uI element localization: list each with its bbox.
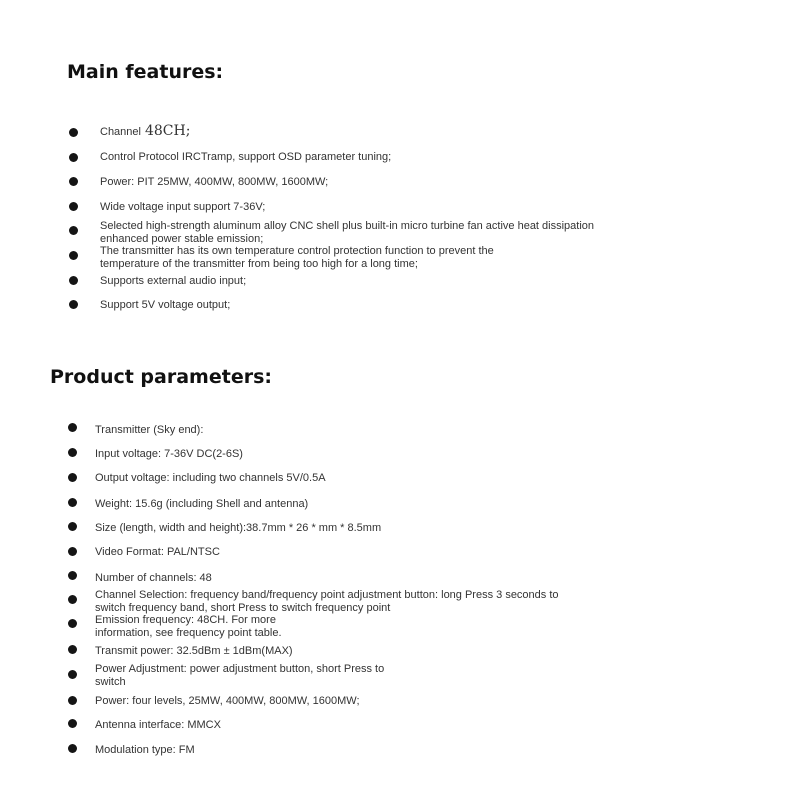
- bullet-icon: [68, 473, 77, 482]
- list-item-text: Control Protocol IRCTramp, support OSD parameter tuning;: [100, 151, 392, 163]
- bullet-icon: [69, 300, 78, 309]
- list-item-text: Modulation type: FM: [95, 744, 195, 756]
- list-item-text: Transmit power: 32.5dBm ± 1dBm(MAX): [95, 645, 293, 657]
- list-item-text: The transmitter has its own temperature control protection function to prevent the temperature of the transmitter from being too high for a long time;: [100, 245, 494, 270]
- bullet-icon: [68, 645, 77, 654]
- list-item-text: Number of channels: 48: [95, 572, 212, 584]
- bullet-icon: [69, 276, 78, 285]
- bullet-icon: [68, 696, 77, 705]
- bullet-icon: [69, 226, 78, 235]
- bullet-icon: [68, 498, 77, 507]
- bullet-icon: [69, 153, 78, 162]
- list-item-text: Channel Selection: frequency band/frequency point adjustment button: long Press 3 seconds to switch frequency band, short Press to switch frequency point: [95, 589, 559, 614]
- bullet-icon: [69, 251, 78, 260]
- list-item-text: Size (length, width and height):38.7mm * 26 * mm * 8.5mm: [95, 522, 382, 534]
- list-item-text: Power: four levels, 25MW, 400MW, 800MW, 1600MW;: [95, 695, 360, 707]
- list-item-text: [100, 125, 190, 139]
- bullet-icon: [68, 595, 77, 604]
- list-item-text: Output voltage: including two channels 5V/0.5A: [95, 472, 326, 484]
- list-item-text: Wide voltage input support 7-36V;: [100, 201, 266, 213]
- list-item-text: Support 5V voltage output;: [100, 299, 231, 311]
- product-parameters-heading: Product parameters:: [50, 366, 272, 388]
- list-item-text: Antenna interface: MMCX: [95, 719, 221, 731]
- list-item-text: Supports external audio input;: [100, 275, 247, 287]
- bullet-icon: [68, 423, 77, 432]
- list-item-text: Power: PIT 25MW, 400MW, 800MW, 1600MW;: [100, 176, 329, 188]
- list-item-text: Emission frequency: 48CH. For more information, see frequency point table.: [95, 614, 282, 639]
- list-item-text: Weight: 15.6g (including Shell and antenna): [95, 498, 309, 510]
- main-features-heading: Main features:: [67, 61, 224, 83]
- channel-label: Channel: [100, 126, 141, 138]
- bullet-icon: [68, 619, 77, 628]
- list-item-text: Video Format: PAL/NTSC: [95, 546, 220, 558]
- list-item-text: Input voltage: 7-36V DC(2-6S): [95, 448, 243, 460]
- list-item-text: Selected high-strength aluminum alloy CNC shell plus built-in micro turbine fan active heat dissipation enhanced power stable emission;: [100, 220, 595, 245]
- bullet-icon: [69, 177, 78, 186]
- bullet-icon: [68, 719, 77, 728]
- list-item-text: Transmitter (Sky end):: [95, 424, 204, 436]
- bullet-icon: [68, 670, 77, 679]
- bullet-icon: [68, 744, 77, 753]
- channel-value: 48CH;: [144, 123, 191, 139]
- bullet-icon: [69, 202, 78, 211]
- bullet-icon: [68, 522, 77, 531]
- bullet-icon: [68, 547, 77, 556]
- bullet-icon: [68, 571, 77, 580]
- bullet-icon: [68, 448, 77, 457]
- bullet-icon: [69, 128, 78, 137]
- list-item-text: Power Adjustment: power adjustment button, short Press to switch: [95, 663, 385, 688]
